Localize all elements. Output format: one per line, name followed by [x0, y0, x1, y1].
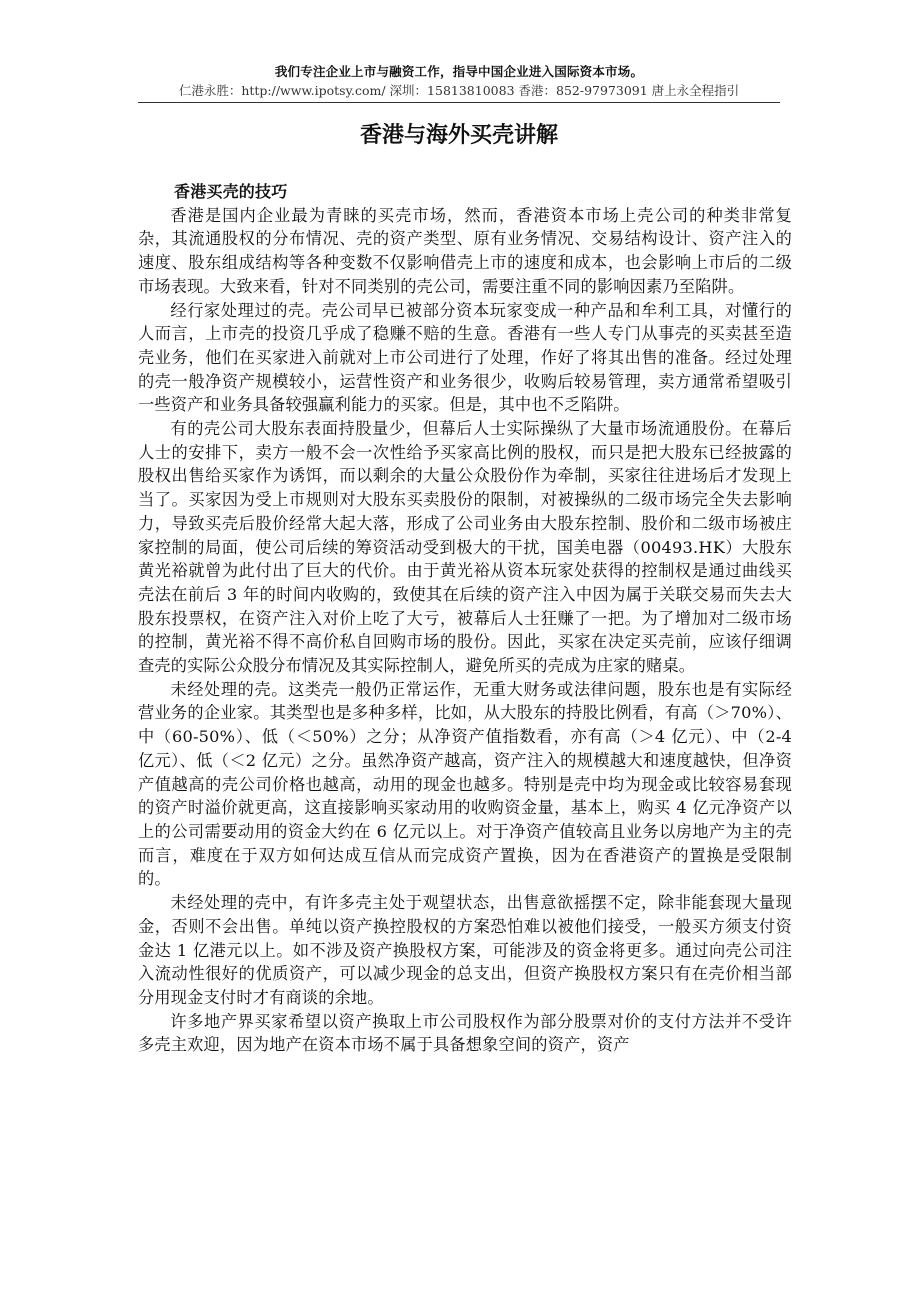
- page-header: [138, 62, 780, 103]
- paragraph-1: 香港是国内企业最为青睐的买壳市场，然而，香港资本市场上壳公司的种类非常复杂，其流通股权的分布情况、壳的资产类型、原有业务情况、交易结构设计、资产注入的速度、股东组成结构等各种变数不仅影响借壳上市的速度和成本，也会影响上市后的二级市场表现。大致来看，针对不同类别的壳公司，需要注重不同的影响因素乃至陷阱。: [138, 205, 792, 296]
- header-tagline: 我们专注企业上市与融资工作，指导中国企业进入国际资本市场。: [274, 64, 644, 79]
- section-heading: 香港买壳的技巧: [174, 182, 288, 201]
- paragraph-4: 未经处理的壳。这类壳一般仍正常运作，无重大财务或法律问题，股东也是有实际经营业务的企业家。其类型也是多种多样，比如，从大股东的持股比例看，有高（＞70%）、中（60-50%）、低（＜50%）之分；从净资产值指数看，亦有高（＞4 亿元）、中（2-4 亿元）、低（＜2 亿元）之分。虽然净资产越高，资产注入的规模越大和速度越快，但净资产值越高的壳公司价格也越高，动用的现金也越多。特别是壳中均为现金或比较容易套现的资产时溢价就更高，这直接影响买家动用的收购资金量，基本上，购买 4 亿元净资产以上的公司需要动用的资金大约在 6 亿元以上。对于净资产值较高且业务以房地产为主的壳而言，难度在于双方如何达成互信从而完成资产置换，因为在香港资产的置换是受限制的。: [138, 679, 792, 889]
- document-body: [138, 180, 792, 1057]
- paragraph-5: 未经处理的壳中，有许多壳主处于观望状态，出售意欲摇摆不定，除非能套现大量现金，否则不会出售。单纯以资产换控股权的方案恐怕难以被他们接受，一般买方须支付资金达 1 亿港元以上。如不涉及资产换股权方案，可能涉及的资金将更多。通过向壳公司注入流动性很好的优质资产，可以减少现金的总支出，但资产换股权方案只有在壳价相当部分用现金支付时才有商谈的余地。: [138, 893, 792, 1007]
- header-contact-line: 仁港永胜：http://www.ipotsy.com/ 深圳：15813810083 香港：852-97973091 唐上永全程指引: [178, 83, 740, 98]
- document-title: 香港与海外买壳讲解: [359, 123, 558, 148]
- paragraph-2: 经行家处理过的壳。壳公司早已被部分资本玩家变成一种产品和牟利工具，对懂行的人而言，上市壳的投资几乎成了稳赚不赔的生意。香港有一些人专门从事壳的买卖甚至造壳业务，他们在买家进入前就对上市公司进行了处理，作好了将其出售的准备。经过处理的壳一般净资产规模较小，运营性资产和业务很少，收购后较易管理，卖方通常希望吸引一些资产和业务具备较强赢利能力的买家。但是，其中也不乏陷阱。: [138, 300, 792, 415]
- header-divider: [138, 102, 780, 103]
- paragraph-3: 有的壳公司大股东表面持股量少，但幕后人士实际操纵了大量市场流通股份。在幕后人士的安排下，卖方一般不会一次性给予买家高比例的股权，而只是把大股东已经披露的股权出售给买家作为诱饵，而以剩余的大量公众股份作为牵制，买家往往进场后才发现上当了。买家因为受上市规则对大股东买卖股份的限制，对被操纵的二级市场完全失去影响力，导致买壳后股价经常大起大落，形成了公司业务由大股东控制、股价和二级市场被庄家控制的局面，使公司后续的筹资活动受到极大的干扰，国美电器（00493.HK）大股东黄光裕就曾为此付出了巨大的代价。由于黄光裕从资本玩家处获得的控制权是通过曲线买壳法在前后 3 年的时间内收购的，致使其在后续的资产注入中因为属于关联交易而失去大股东投票权，在资产注入对价上吃了大亏，被幕后人士狂赚了一把。为了增加对二级市场的控制，黄光裕不得不高价私自回购市场的股份。因此，买家在决定买壳前，应该仔细调查壳的实际公众股分布情况及其实际控制人，避免所买的壳成为庄家的赌桌。: [138, 419, 792, 676]
- paragraph-6: 许多地产界买家希望以资产换取上市公司股权作为部分股票对价的支付方法并不受许多壳主欢迎，因为地产在资本市场不属于具备想象空间的资产，资产: [138, 1011, 792, 1055]
